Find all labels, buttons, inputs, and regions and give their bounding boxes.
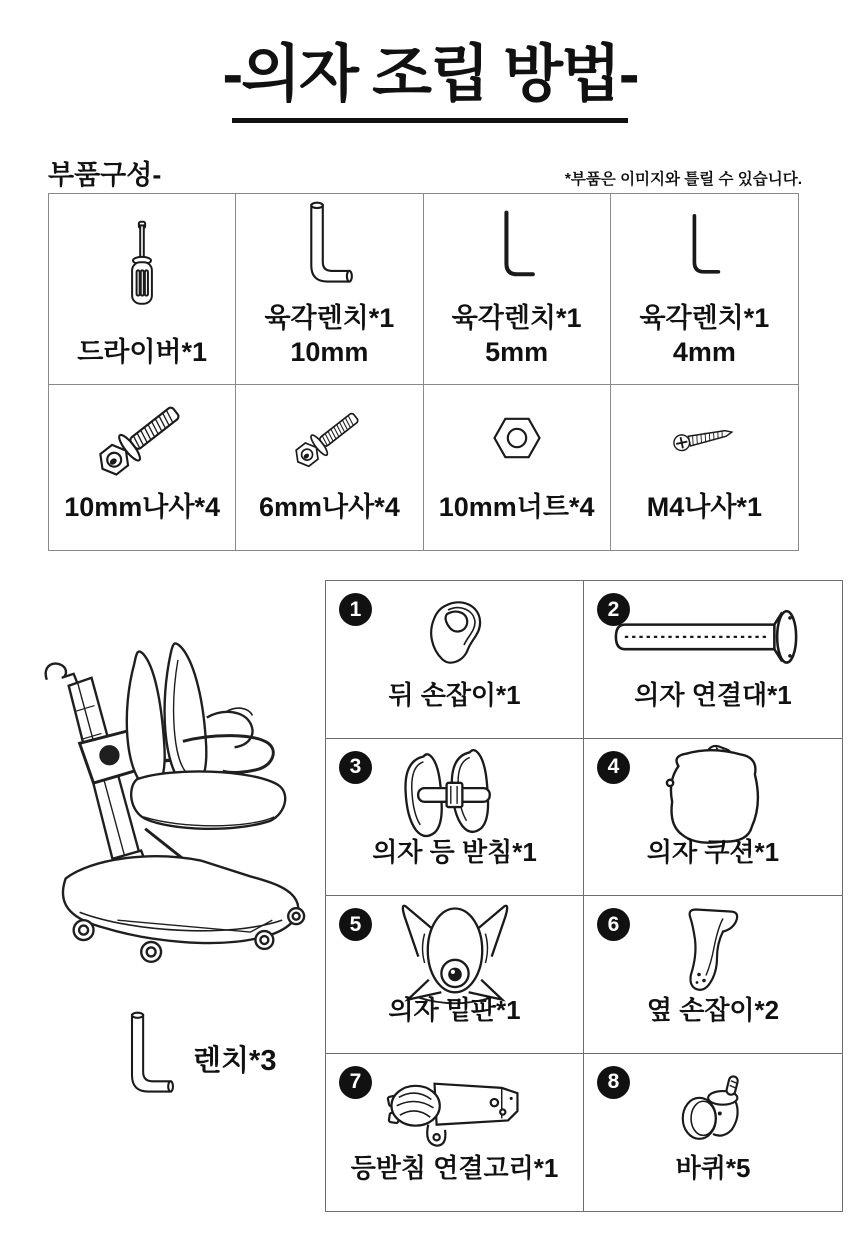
tool-cell-hex-wrench-10mm	[236, 194, 423, 385]
part-label: 등받침 연결고리*1	[350, 1153, 559, 1183]
parts-section-heading: 부품구성-	[48, 160, 162, 190]
side-handle-icon	[673, 905, 753, 1001]
part-cell-backrest-connector	[326, 1054, 584, 1212]
tool-sublabel: 5mm	[485, 337, 549, 368]
tool-label: 10mm너트*4	[438, 492, 595, 523]
part-number-badge: 2	[597, 593, 630, 626]
part-number-badge: 4	[597, 751, 630, 784]
hex-wrench-icon	[684, 211, 724, 283]
tool-label: 드라이버*1	[77, 337, 208, 368]
tool-cell-10mm-nut	[424, 385, 611, 551]
tool-sublabel: 4mm	[672, 337, 736, 368]
chair-connecting-rod-icon	[607, 602, 819, 674]
tools-table	[48, 193, 799, 551]
part-label: 옆 손잡이*2	[646, 994, 780, 1025]
part-cell-seat-base	[326, 896, 584, 1054]
part-label: 의자 쿠션*1	[646, 837, 780, 867]
part-number-badge: 6	[597, 908, 630, 941]
tool-sublabel: 10mm	[290, 337, 369, 368]
tool-label: 육각렌치*1	[639, 302, 770, 333]
hex-wrench-icon	[298, 198, 360, 296]
tool-cell-10mm-bolt	[49, 385, 236, 551]
tool-label: 육각렌치*1	[264, 302, 395, 333]
rear-handle-icon	[414, 598, 496, 678]
chair-illustration	[22, 622, 320, 965]
tool-cell-m4-screw	[611, 385, 798, 551]
tool-cell-hex-wrench-5mm	[424, 194, 611, 385]
part-label: 의자 등 받침*1	[372, 837, 537, 867]
part-cell-cushion	[584, 739, 842, 897]
part-number-badge: 7	[339, 1066, 372, 1099]
screw-icon	[670, 417, 738, 458]
backrest-connector-icon	[384, 1069, 526, 1153]
part-cell-rear-handle	[326, 581, 584, 739]
part-number-badge: 3	[339, 751, 372, 784]
bolt-icon	[87, 388, 197, 488]
parts-table	[325, 580, 843, 1212]
tool-label: M4나사*1	[646, 492, 762, 523]
bolt-icon	[286, 398, 373, 478]
part-label: 바퀴*5	[675, 1153, 751, 1183]
part-number-badge: 5	[339, 908, 372, 941]
tool-label: 10mm나사*4	[64, 492, 220, 523]
part-number-badge: 1	[339, 593, 372, 626]
tool-label: 6mm나사*4	[259, 492, 400, 523]
tool-cell-6mm-bolt	[236, 385, 423, 551]
caster-wheel-icon	[674, 1074, 752, 1148]
page-title: -의자 조립 방법-	[222, 40, 638, 109]
part-cell-side-handle	[584, 896, 842, 1054]
screwdriver-icon	[115, 219, 169, 311]
wrench-count-label: 렌치*3	[193, 1045, 277, 1077]
title-underline	[232, 118, 628, 123]
part-label: 뒤 손잡이*1	[388, 679, 521, 710]
hex-wrench-icon	[495, 207, 539, 287]
part-label: 의자 밑판*1	[388, 994, 521, 1025]
part-cell-backrest	[326, 739, 584, 897]
parts-disclaimer-note: *부품은 이미지와 틀릴 수 있습니다.	[564, 171, 802, 188]
allen-wrench-icon	[120, 1000, 180, 1112]
tool-label: 육각렌치*1	[451, 302, 582, 333]
chair-backrest-icon	[391, 746, 519, 846]
part-label: 의자 연결대*1	[634, 679, 792, 710]
part-number-badge: 8	[597, 1066, 630, 1099]
hex-nut-icon	[492, 413, 542, 463]
tool-cell-screwdriver	[49, 194, 236, 385]
part-cell-caster-wheel	[584, 1054, 842, 1212]
tool-cell-hex-wrench-4mm	[611, 194, 798, 385]
part-cell-connecting-rod	[584, 581, 842, 739]
